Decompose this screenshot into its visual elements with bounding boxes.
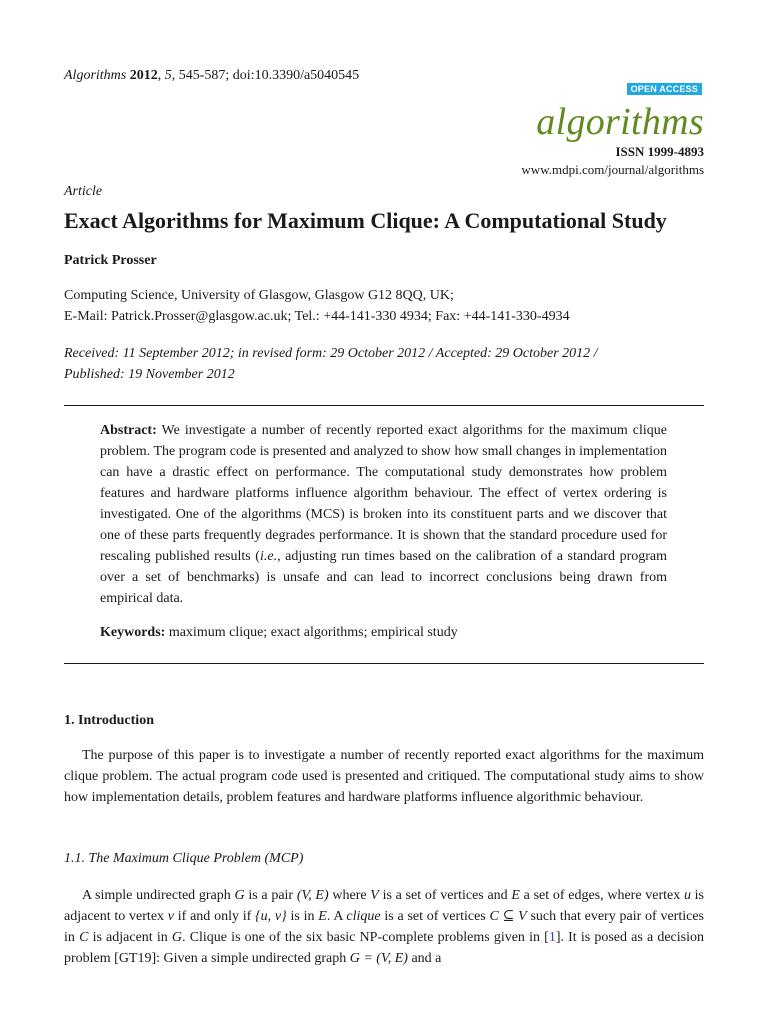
open-access-badge: OPEN ACCESS	[627, 83, 702, 95]
divider-bottom	[64, 663, 704, 664]
section-heading-introduction: 1. Introduction	[64, 713, 154, 728]
mcp-text: is in	[286, 909, 319, 924]
math-G: G	[234, 888, 245, 903]
journal-url[interactable]: www.mdpi.com/journal/algorithms	[521, 162, 704, 177]
mcp-paragraph	[64, 885, 704, 969]
journal-volume: 5	[164, 68, 172, 83]
mcp-text: is a pair	[244, 888, 297, 903]
math-E: E	[318, 909, 327, 924]
math-VE: (V, E)	[296, 888, 329, 903]
intro-paragraph: The purpose of this paper is to investigate a number of recently reported exact algorithms for the maximum clique problem. The actual program code used is presented and critiqued. The computational study aims to show how implementation details, problem features and hardware platforms influence algorithmic behaviour.	[64, 748, 704, 805]
paper-title: Exact Algorithms for Maximum Clique: A Computational Study	[64, 208, 667, 233]
mcp-text: . Clique is one of the six basic NP-complete problems given in [	[182, 930, 549, 945]
subsection-heading-mcp: 1.1. The Maximum Clique Problem (MCP)	[64, 851, 304, 866]
dates-line-2: Published: 19 November 2012	[64, 367, 235, 382]
keywords-label: Keywords:	[100, 625, 166, 640]
mcp-text: a set of edges, where vertex	[519, 888, 684, 903]
keywords-text: maximum clique; exact algorithms; empirical study	[165, 625, 458, 640]
abstract-label: Abstract:	[100, 423, 157, 438]
abstract-text-1: We investigate a number of recently reported exact algorithms for the maximum clique problem. The program code is presented and analyzed to show how small changes in implementation can have a drastic effect on performance. The computational study demonstrates how problem features and hardware platforms influence algorithm behaviour. The effect of vertex ordering is investigated. One of the algorithms (MCS) is broken into its constituent parts and we discover that one of these parts frequently degrades performance. It is shown that the standard procedure used for rescaling published results (	[100, 423, 667, 564]
journal-logo: algorithms	[536, 101, 704, 143]
mcp-text: is adjacent to vertex	[64, 888, 705, 924]
math-GVE: G = (V, E)	[349, 951, 408, 966]
keywords	[100, 625, 458, 641]
abstract-text-2: , adjusting run times based on the calibration of a standard program over a set of benchmarks) is unsafe and can lead to incorrect conclusions being drawn from empirical data.	[100, 549, 667, 606]
issn: ISSN 1999-4893	[615, 144, 704, 159]
mcp-text: ]. It is posed as a decision problem [GT19]: Given a simple undirected graph	[64, 930, 705, 966]
math-subset: C ⊆ V	[489, 909, 527, 924]
math-V: V	[370, 888, 379, 903]
journal-pages-doi: , 545-587; doi:10.3390/a5040545	[171, 68, 360, 83]
divider-top	[64, 405, 704, 406]
mcp-text: such that every pair of vertices in	[64, 909, 704, 945]
math-E: E	[511, 888, 520, 903]
math-v: v	[167, 909, 175, 924]
dates-line-1: Received: 11 September 2012; in revised form: 29 October 2012 / Accepted: 29 October 2012 /	[64, 346, 598, 361]
math-C: C	[79, 930, 89, 945]
math-uv: {u, v}	[255, 909, 287, 924]
journal-citation: Algorithms 2012, 5, 545-587; doi:10.3390/a5040545	[64, 68, 360, 83]
mcp-text: if and only if	[174, 909, 256, 924]
abstract-ie: i.e.	[259, 549, 278, 564]
mcp-text: A simple undirected graph	[82, 888, 235, 903]
math-u: u	[683, 888, 691, 903]
article-type: Article	[64, 184, 103, 199]
abstract	[100, 420, 667, 609]
journal-name: Algorithms	[64, 68, 127, 83]
mcp-text: is a set of vertices	[380, 909, 490, 924]
author-name: Patrick Prosser	[64, 253, 157, 268]
term-clique: clique	[346, 909, 381, 924]
mcp-text: . A	[326, 909, 347, 924]
citation-link[interactable]: 1	[548, 930, 556, 945]
mcp-text: where	[328, 888, 371, 903]
journal-year: 2012	[129, 68, 158, 83]
mcp-text: and a	[407, 951, 442, 966]
affiliation: Computing Science, University of Glasgow, Glasgow G12 8QQ, UK;	[64, 288, 454, 303]
mcp-text: is adjacent in	[88, 930, 172, 945]
mcp-text: is a set of vertices and	[378, 888, 512, 903]
math-G: G	[171, 930, 183, 945]
contact-info: E-Mail: Patrick.Prosser@glasgow.ac.uk; Tel.: +44-141-330 4934; Fax: +44-141-330-4934	[64, 309, 570, 324]
